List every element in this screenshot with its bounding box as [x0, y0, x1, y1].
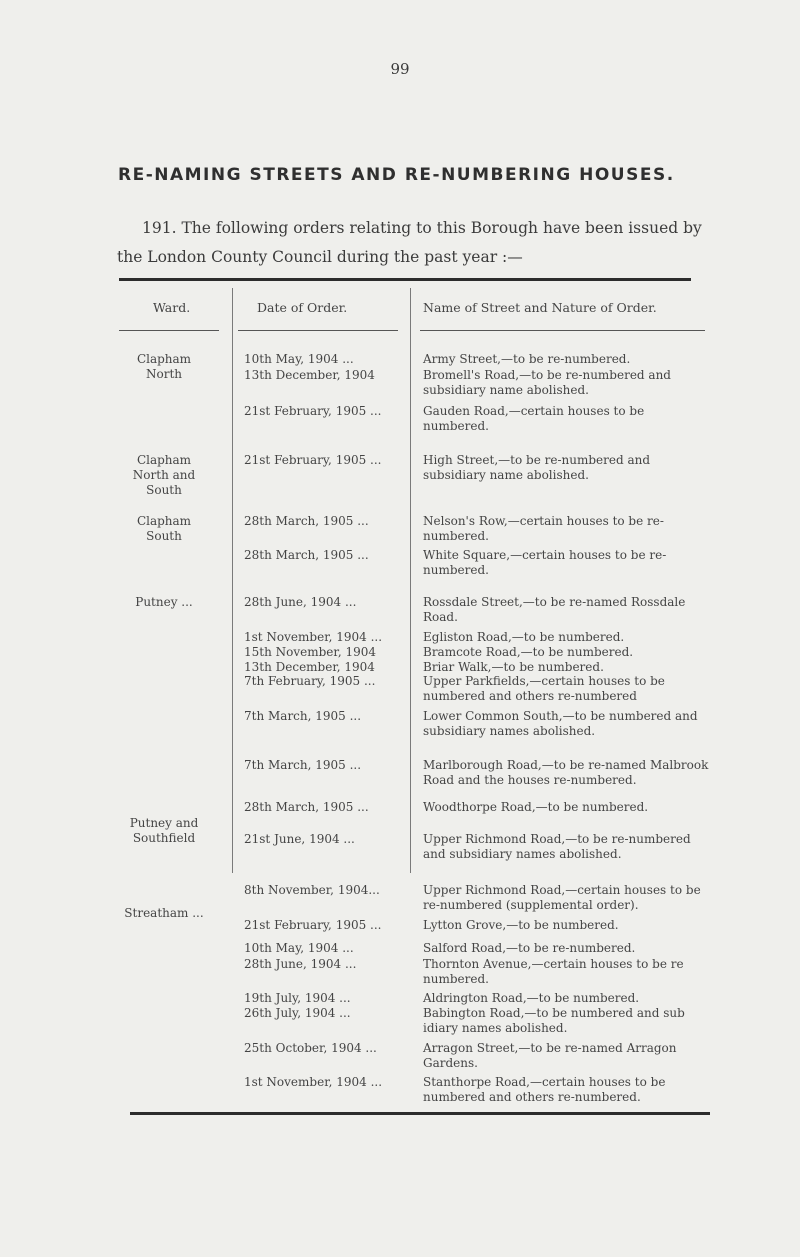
table-bottom-rule	[130, 1112, 710, 1115]
order-date: 28th June, 1904 ...	[244, 957, 357, 971]
order-description: Thornton Avenue,—certain houses to be re numbered.	[423, 957, 684, 986]
order-description: Gauden Road,—certain houses to be numbered.	[423, 404, 645, 433]
column-divider-date	[410, 288, 411, 873]
order-description: Marlborough Road,—to be re-named Malbrook Road and the houses re-numbered.	[423, 758, 709, 787]
order-description: Aldrington Road,—to be numbered.	[423, 991, 640, 1005]
order-description: Lower Common South,—to be numbered and subsidiary names abolished.	[423, 709, 698, 738]
order-date: 21st February, 1905 ...	[244, 404, 382, 418]
order-date: 21st June, 1904 ...	[244, 832, 355, 846]
column-header-date: Date of Order.	[257, 300, 348, 315]
ward-label: Clapham North and South	[132, 453, 196, 497]
order-date: 21st February, 1905 ...	[244, 918, 382, 932]
order-date: 10th May, 1904 ...	[244, 352, 354, 366]
header-rule-order	[420, 330, 705, 331]
order-description: Bromell's Road,—to be re-numbered and subsidiary name abolished.	[423, 368, 671, 397]
order-date: 7th February, 1905 ...	[244, 674, 376, 688]
intro-paragraph: 191. The following orders relating to this Borough have been issued by the London County Council during the past year :—	[117, 219, 702, 266]
ward-label: Putney and Southfield	[129, 816, 199, 845]
order-date: 7th March, 1905 ...	[244, 709, 362, 723]
order-description: White Square,—certain houses to be re-numbered.	[423, 548, 667, 577]
header-rule-date	[238, 330, 398, 331]
order-date: 10th May, 1904 ...	[244, 941, 354, 955]
order-description: Babington Road,—to be numbered and sub idiary names abolished.	[423, 1006, 685, 1035]
order-date: 28th June, 1904 ...	[244, 595, 357, 609]
header-rule-ward	[119, 330, 219, 331]
order-description: Rossdale Street,—to be re-named Rossdale Road.	[423, 595, 686, 624]
order-description: Army Street,—to be re-numbered.	[423, 352, 631, 366]
order-description: Upper Richmond Road,—to be re-numbered and subsidiary names abolished.	[423, 832, 691, 861]
order-date: 1st November, 1904 ...	[244, 1075, 383, 1089]
order-description: Lytton Grove,—to be numbered.	[423, 918, 619, 932]
order-description: Woodthorpe Road,—to be numbered.	[423, 800, 649, 814]
order-description: High Street,—to be re-numbered and subsidiary name abolished.	[423, 453, 651, 482]
column-header-ward: Ward.	[153, 300, 191, 315]
order-description: Upper Parkfields,—certain houses to be numbered and others re-numbered	[423, 674, 665, 703]
page-title: RE-NAMING STREETS AND RE-NUMBERING HOUSES.	[118, 165, 675, 185]
order-description: Upper Richmond Road,—certain houses to be re-numbered (supplemental order).	[423, 883, 701, 912]
ward-label: Streatham ...	[124, 906, 204, 920]
order-date: 28th March, 1905 ...	[244, 800, 369, 814]
order-date: 13th December, 1904	[244, 368, 375, 382]
order-description: Salford Road,—to be re-numbered.	[423, 941, 636, 955]
order-date: 26th July, 1904 ...	[244, 1006, 351, 1020]
order-description: Nelson's Row,—certain houses to be re-numbered.	[423, 514, 664, 543]
order-date: 25th October, 1904 ...	[244, 1041, 377, 1055]
order-date: 8th November, 1904...	[244, 883, 380, 897]
order-date: 15th November, 1904	[244, 645, 376, 659]
order-description: Bramcote Road,—to be numbered.	[423, 645, 634, 659]
order-date: 28th March, 1905 ...	[244, 548, 369, 562]
page-number: 99	[390, 60, 410, 78]
column-divider-ward	[232, 288, 233, 873]
table-top-rule	[119, 278, 691, 281]
ward-label: Clapham South	[136, 514, 192, 543]
order-date: 28th March, 1905 ...	[244, 514, 369, 528]
order-date: 21st February, 1905 ...	[244, 453, 382, 467]
order-description: Briar Walk,—to be numbered.	[423, 660, 604, 674]
order-description: Egliston Road,—to be numbered.	[423, 630, 625, 644]
order-date: 7th March, 1905 ...	[244, 758, 362, 772]
ward-label: Clapham North	[136, 352, 192, 381]
order-date: 1st November, 1904 ...	[244, 630, 383, 644]
order-description: Arragon Street,—to be re-named Arragon Gardens.	[423, 1041, 677, 1070]
column-header-order: Name of Street and Nature of Order.	[423, 300, 657, 315]
order-date: 13th December, 1904	[244, 660, 375, 674]
order-date: 19th July, 1904 ...	[244, 991, 351, 1005]
order-description: Stanthorpe Road,—certain houses to be numbered and others re-numbered.	[423, 1075, 666, 1104]
ward-label: Putney ...	[135, 595, 193, 609]
